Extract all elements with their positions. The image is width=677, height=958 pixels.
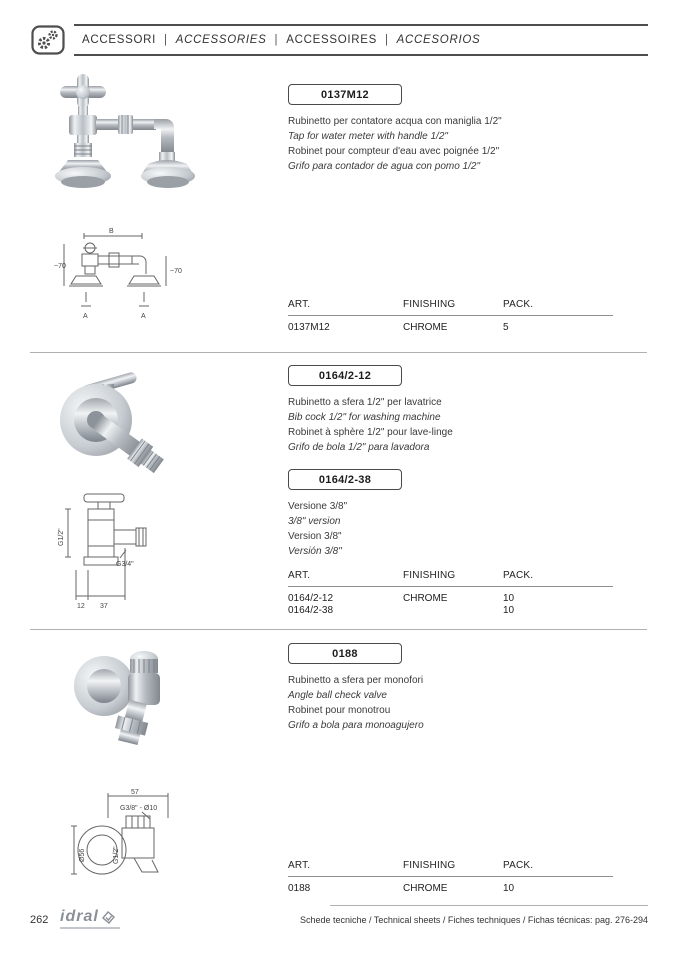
title-separator: | bbox=[164, 34, 168, 46]
table-row bbox=[288, 593, 613, 605]
product-code: 0164/2-12 bbox=[318, 369, 372, 382]
product-info bbox=[288, 643, 633, 733]
cell-pack: 10 bbox=[503, 883, 515, 894]
product-code-box bbox=[288, 643, 402, 664]
description-italian: Versione 3/8" bbox=[288, 501, 348, 512]
title-english: ACCESSORIES bbox=[175, 34, 267, 46]
table-row bbox=[288, 322, 613, 334]
dim-label-g12: G1/2" bbox=[58, 528, 65, 546]
table-row bbox=[288, 605, 613, 617]
col-header-finishing: FINISHING bbox=[403, 299, 456, 310]
dim-label-g34: G3/4" bbox=[116, 561, 134, 568]
description-spanish: Grifo de bola 1/2" para lavadora bbox=[288, 442, 430, 453]
description-english: Bib cock 1/2" for washing machine bbox=[288, 412, 441, 423]
description-english: 3/8" version bbox=[288, 516, 341, 527]
cell-finishing bbox=[403, 605, 503, 617]
cell-finishing: CHROME bbox=[403, 883, 448, 894]
product-photo-0137M12 bbox=[38, 70, 238, 223]
footer-divider bbox=[330, 905, 648, 906]
dim-label-d56: Ø56 bbox=[79, 848, 86, 862]
page-footer bbox=[30, 908, 648, 948]
spec-table bbox=[288, 299, 613, 334]
spec-table-header bbox=[288, 299, 613, 315]
col-header-finishing: FINISHING bbox=[403, 570, 456, 581]
description-italian: Rubinetto a sfera 1/2" per lavatrice bbox=[288, 397, 442, 408]
spec-table bbox=[288, 570, 613, 617]
product-descriptions bbox=[288, 673, 633, 733]
product-code-box bbox=[288, 365, 402, 386]
dim-label-37: 37 bbox=[100, 603, 108, 610]
title-separator: | bbox=[384, 34, 389, 46]
description-french: Robinet pour monotrou bbox=[288, 705, 391, 716]
brand-mark-icon bbox=[102, 911, 115, 924]
title-french: ACCESSOIRES bbox=[286, 34, 377, 46]
dim-label-g12: G1/2" bbox=[113, 846, 120, 864]
product-section-0188 bbox=[30, 630, 647, 905]
description-spanish: Grifo para contador de agua con pomo 1/2" bbox=[288, 161, 481, 172]
cell-art: 0188 bbox=[288, 883, 311, 894]
product-code-box bbox=[288, 84, 402, 105]
spec-table bbox=[288, 860, 613, 895]
spec-table-rows bbox=[288, 586, 613, 617]
cell-pack: 5 bbox=[503, 322, 509, 333]
cell-finishing: CHROME bbox=[403, 322, 448, 333]
spec-table-rows bbox=[288, 876, 613, 895]
description-italian: Rubinetto a sfera per monofori bbox=[288, 675, 424, 686]
cell-pack: 10 bbox=[503, 605, 515, 616]
page-number: 262 bbox=[30, 914, 49, 926]
technical-sheets-note: Schede tecniche / Technical sheets / Fiches techniques / Fichas técnicas: pag. 276-294 bbox=[299, 915, 648, 925]
product-section-0164-2 bbox=[30, 353, 647, 630]
technical-drawing-0164-2 bbox=[54, 488, 169, 618]
dim-label-b: B bbox=[109, 228, 114, 235]
description-italian: Rubinetto per contatore acqua con maniglia 1/2" bbox=[288, 116, 502, 127]
spec-table-header bbox=[288, 860, 613, 876]
cell-art: 0164/2-12 bbox=[288, 593, 334, 604]
product-descriptions bbox=[288, 395, 633, 455]
product-code: 0137M12 bbox=[321, 88, 369, 101]
spec-table-rows bbox=[288, 315, 613, 334]
col-header-pack: PACK. bbox=[503, 570, 534, 581]
description-spanish: Versión 3/8" bbox=[288, 546, 342, 557]
brand-tagline bbox=[60, 927, 120, 929]
gears-icon bbox=[30, 24, 66, 56]
description-french: Robinet pour compteur d'eau avec poignée 1/2" bbox=[288, 146, 500, 157]
dim-label-70-left: ~70 bbox=[54, 263, 66, 270]
cell-art: 0164/2-38 bbox=[288, 605, 334, 616]
product-descriptions bbox=[288, 114, 633, 174]
spec-table-header bbox=[288, 570, 613, 586]
col-header-art: ART. bbox=[288, 570, 311, 581]
dim-label-70-right: ~70 bbox=[170, 268, 182, 275]
cell-pack: 10 bbox=[503, 593, 515, 604]
product-code-box bbox=[288, 469, 402, 490]
description-english: Angle ball check valve bbox=[288, 690, 387, 701]
col-header-art: ART. bbox=[288, 299, 311, 310]
title-italian: ACCESSORI bbox=[82, 34, 157, 46]
page-title bbox=[74, 24, 648, 56]
product-code: 0164/2-38 bbox=[318, 473, 372, 486]
product-photo-0164-2 bbox=[52, 358, 202, 478]
product-info bbox=[288, 84, 633, 174]
product-photo-0188 bbox=[58, 642, 208, 765]
description-french: Version 3/8" bbox=[288, 531, 342, 542]
brand-wordmark: idral bbox=[60, 908, 99, 925]
brand-logo bbox=[60, 909, 120, 929]
description-spanish: Grifo a bola para monoagujero bbox=[288, 720, 424, 731]
product-descriptions bbox=[288, 499, 633, 559]
col-header-pack: PACK. bbox=[503, 299, 534, 310]
dim-label-12: 12 bbox=[77, 603, 85, 610]
product-code: 0188 bbox=[332, 647, 358, 660]
description-english: Tap for water meter with handle 1/2" bbox=[288, 131, 448, 142]
product-section-0137M12 bbox=[30, 58, 647, 353]
cell-finishing: CHROME bbox=[403, 593, 448, 604]
description-french: Robinet à sphère 1/2" pour lave-linge bbox=[288, 427, 453, 438]
col-header-art: ART. bbox=[288, 860, 311, 871]
title-spanish: ACCESORIOS bbox=[396, 34, 481, 46]
technical-drawing-0137M12 bbox=[54, 226, 204, 331]
technical-drawing-0188 bbox=[68, 788, 198, 898]
table-row bbox=[288, 883, 613, 895]
title-separator: | bbox=[274, 34, 279, 46]
col-header-finishing: FINISHING bbox=[403, 860, 456, 871]
dim-label-g38-d10: G3/8" - Ø10 bbox=[120, 805, 158, 812]
dim-label-a-left: A bbox=[83, 313, 88, 320]
dim-label-57: 57 bbox=[131, 789, 139, 796]
product-info bbox=[288, 365, 633, 559]
cell-art: 0137M12 bbox=[288, 322, 330, 333]
col-header-pack: PACK. bbox=[503, 860, 534, 871]
page-header bbox=[30, 24, 648, 56]
dim-label-a-right: A bbox=[141, 313, 146, 320]
